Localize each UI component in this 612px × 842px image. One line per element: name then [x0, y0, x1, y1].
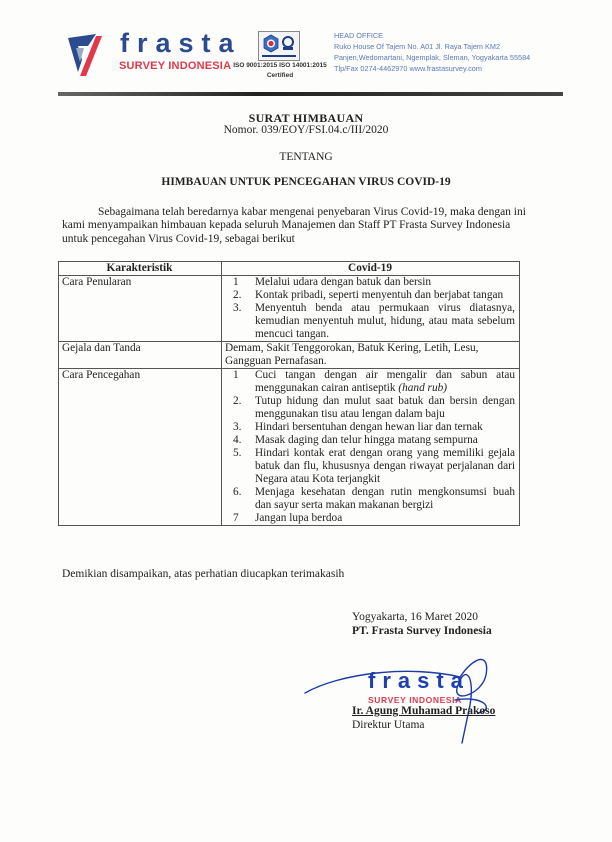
list-item: 3. Hindari bersentuhan dengan hewan liar dan ternak	[233, 421, 483, 433]
signer-name: Ir. Agung Muhamad Prakoso	[352, 705, 496, 717]
list-item: 2. Kontak pribadi, seperti menyentuh dan berjabat tangan	[233, 289, 504, 301]
letter-number: Nomor. 039/EOY/FSI.04.c/III/2020	[223, 124, 389, 136]
table-row	[59, 276, 520, 342]
list-item: 3. Menyentuh benda atau permukaan virus diatasnya, kemudian menyentuh mulut, hidung, atau mata sebelum mencuci tangan.	[233, 302, 515, 340]
row-content	[222, 369, 520, 526]
letter-subject: HIMBAUAN UNTUK PENCEGAHAN VIRUS COVID-19	[161, 176, 451, 188]
list-item: 6. Menjaga kesehatan dengan rutin mengkonsumsi buah dan sayur serta makan makanan bergizi	[233, 486, 515, 511]
intro-paragraph	[62, 206, 532, 246]
header-covid: Covid-19	[222, 262, 520, 276]
office-address-line-1: Ruko House Of Tajem No. A01 Jl. Raya Tajem KM2	[334, 42, 501, 51]
brand-subtitle: SURVEY INDONESIA	[119, 60, 232, 72]
list-item: 1 Cuci tangan dengan air mengalir dan sabun atau menggunakan cairan antiseptik (hand rub)	[233, 369, 515, 394]
company-stamp-name: frasta	[368, 668, 470, 693]
office-address-line-2: Panjen,Wedomartani, Ngemplak, Sleman, Yogyakarta 55584	[334, 53, 531, 62]
list-item: 1 Melalui udara dengan batuk dan bersin	[233, 276, 431, 288]
list-item: 4. Masak daging dan telur hingga matang sempurna	[233, 434, 478, 446]
table-header-row	[59, 262, 520, 276]
covid-info-table	[58, 261, 520, 526]
row-label: Cara Penularan	[59, 276, 222, 342]
letter-title: SURAT HIMBAUAN	[248, 111, 364, 125]
intro-text: Sebagaimana telah beredarnya kabar mengenai penyebaran Virus Covid-19, maka dengan ini kami menyampaikan himbauan kepada seluruh Manajemen dan Staff PT Frasta Survey Indonesia untuk pencegahan Virus Covid-19, sebagai berikut	[62, 206, 526, 245]
office-contact: Tlp/Fax 0274-4462970 www.frastasurvey.com	[334, 64, 482, 73]
row-content: Demam, Sakit Tenggorokan, Batuk Kering, Letih, Lesu, Gangguan Pernafasan.	[222, 342, 520, 369]
company-logo-icon	[66, 32, 106, 78]
list-item: 5. Hindari kontak erat dengan orang yang memiliki gejala batuk dan flu, khususnya dengan riwayat perjalanan dari Negara atau Kota terjangkit	[233, 447, 515, 485]
table-row	[59, 342, 520, 369]
prevention-list	[225, 369, 515, 525]
brand-name: frasta	[120, 28, 242, 58]
office-label: HEAD OFFICE	[334, 31, 384, 40]
transmission-list	[225, 276, 515, 341]
list-item: 2. Tutup hidung dan mulut saat batuk dan bersin dengan menggunakan tisu atau lengan dalam baju	[233, 395, 515, 420]
certification-text	[232, 61, 328, 81]
list-item: 7 Jangan lupa berdoa	[233, 512, 343, 524]
certification-badge-icon	[258, 31, 300, 61]
signer-title: Direktur Utama	[352, 719, 425, 731]
certification-label: Certified	[266, 72, 294, 79]
company-stamp-subtitle: SURVEY INDONESIA	[368, 695, 462, 705]
signing-company: PT. Frasta Survey Indonesia	[352, 625, 492, 637]
row-label: Cara Pencegahan	[59, 369, 222, 526]
closing-text: Demikian disampaikan, atas perhatian diucapkan terimakasih	[62, 568, 345, 580]
certification-iso: ISO 9001:2015 ISO 14001:2015	[233, 62, 327, 69]
letterhead-divider	[58, 92, 563, 96]
row-label: Gejala dan Tanda	[59, 342, 222, 369]
table-row	[59, 369, 520, 526]
row-content	[222, 276, 520, 342]
about-label: TENTANG	[279, 151, 333, 163]
head-office-info	[334, 30, 530, 74]
header-karakteristik: Karakteristik	[59, 262, 222, 276]
place-date: Yogyakarta, 16 Maret 2020	[352, 611, 478, 623]
